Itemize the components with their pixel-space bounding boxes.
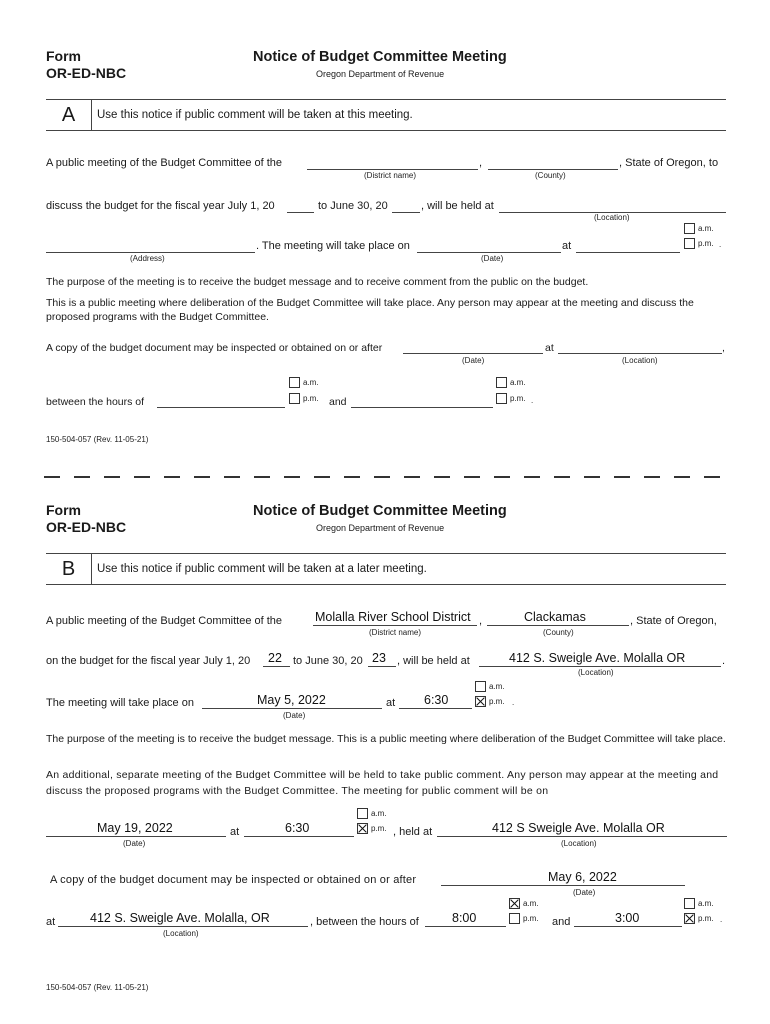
b-start-am-checkbox[interactable]	[509, 898, 520, 909]
b-comment-date-value[interactable]: May 19, 2022	[97, 821, 173, 835]
a-purpose-text: The purpose of the meeting is to receive the budget message and to receive comment from the public on the budget.	[46, 276, 589, 288]
section-instruction-b: Use this notice if public comment will be taken at a later meeting.	[97, 563, 427, 575]
a-public-meeting-text: This is a public meeting where deliberation of the Budget Committee will take place. Any person may appear at the meeting and discuss the proposed programs with the Budget Committee.	[46, 297, 694, 323]
a-fy-start-field[interactable]	[287, 212, 314, 213]
location-label: (Location)	[594, 213, 630, 222]
county-label: (County)	[535, 171, 566, 180]
a-date-field[interactable]	[417, 252, 561, 253]
b-meeting-time-value[interactable]: 6:30	[424, 693, 449, 707]
b-comment-location-value[interactable]: 412 S Sweigle Ave. Molalla OR	[492, 821, 665, 835]
a-copy-text: A copy of the budget document may be inspected or obtained on or after	[46, 342, 383, 354]
a-fy-end-field[interactable]	[392, 212, 420, 213]
a-address-field[interactable]	[46, 252, 255, 253]
b-fy-end-value[interactable]: 23	[372, 651, 386, 665]
section-letter-b: B	[46, 554, 92, 584]
b-end-pm-checkbox[interactable]	[684, 913, 695, 924]
b-comment-pm-checkbox[interactable]	[357, 823, 368, 834]
b-start-pm-checkbox[interactable]	[509, 913, 520, 924]
agency-name-b: Oregon Department of Revenue	[316, 523, 445, 533]
b-line1-text: A public meeting of the Budget Committee of the	[46, 615, 283, 627]
a-state-text: , State of Oregon, to	[619, 157, 719, 169]
b-fy-start-value[interactable]: 22	[268, 651, 282, 665]
a-end-time-field[interactable]	[351, 407, 493, 408]
b-line2-text: on the budget for the fiscal year July 1, 20	[46, 655, 251, 667]
form-id: OR-ED-NBC	[46, 65, 127, 81]
address-label: (Address)	[130, 254, 165, 263]
b-line3-text: The meeting will take place on	[46, 697, 194, 709]
form-title-b: Notice of Budget Committee Meeting	[253, 503, 507, 519]
form-label-b: Form	[46, 502, 81, 518]
b-meeting-date-value[interactable]: May 5, 2022	[257, 693, 326, 707]
date-label: (Date)	[481, 254, 504, 263]
section-a-header	[46, 99, 726, 131]
a-pm-checkbox[interactable]	[684, 238, 695, 249]
revision-a: 150-504-057 (Rev. 11-05-21)	[46, 435, 149, 444]
a-start-time-field[interactable]	[157, 407, 285, 408]
a-am-checkbox[interactable]	[684, 223, 695, 234]
a-end-am-checkbox[interactable]	[496, 377, 507, 388]
revision-b: 150-504-057 (Rev. 11-05-21)	[46, 983, 149, 992]
section-b-header	[46, 553, 726, 585]
b-copy-location-value[interactable]: 412 S. Sweigle Ave. Molalla, OR	[90, 911, 270, 925]
a-end-pm-checkbox[interactable]	[496, 393, 507, 404]
a-line1-text: A public meeting of the Budget Committee of the	[46, 157, 283, 169]
b-purpose-text: The purpose of the meeting is to receive the budget message. This is a public meeting where deliberation of the Budget Committee will take place.	[46, 733, 726, 745]
a-start-am-checkbox[interactable]	[289, 377, 300, 388]
form-label: Form	[46, 48, 81, 64]
district-name-label: (District name)	[364, 171, 417, 180]
form-id-b: OR-ED-NBC	[46, 519, 127, 535]
form-title: Notice of Budget Committee Meeting	[253, 49, 507, 65]
b-meeting-am-checkbox[interactable]	[475, 681, 486, 692]
b-start-time-value[interactable]: 8:00	[452, 911, 477, 925]
a-start-pm-checkbox[interactable]	[289, 393, 300, 404]
section-letter: A	[46, 100, 92, 130]
b-comment-am-checkbox[interactable]	[357, 808, 368, 819]
a-time-field[interactable]	[576, 252, 680, 253]
b-county-value[interactable]: Clackamas	[524, 610, 586, 624]
a-line2-text: discuss the budget for the fiscal year July 1, 20	[46, 200, 275, 212]
section-instruction: Use this notice if public comment will be taken at this meeting.	[97, 109, 413, 121]
b-comment-time-value[interactable]: 6:30	[285, 821, 310, 835]
b-state-text: , State of Oregon,	[630, 615, 717, 627]
b-district-value[interactable]: Molalla River School District	[315, 610, 471, 624]
a-between-text: between the hours of	[46, 396, 145, 408]
b-location-value[interactable]: 412 S. Sweigle Ave. Molalla OR	[509, 651, 686, 665]
b-end-am-checkbox[interactable]	[684, 898, 695, 909]
b-additional-text: An additional, separate meeting of the Budget Committee will be held to take public comment. Any person may appear at the meeting and discuss the proposed programs with the Budget Committee. The meeting for public comment will be on	[46, 769, 719, 797]
a-copy-date-field[interactable]	[403, 353, 543, 354]
b-copy-text: A copy of the budget document may be inspected or obtained on or after	[50, 874, 417, 886]
agency-name: Oregon Department of Revenue	[316, 69, 445, 79]
b-end-time-value[interactable]: 3:00	[615, 911, 640, 925]
a-district-field[interactable]	[307, 169, 478, 170]
b-copy-date-value[interactable]: May 6, 2022	[548, 870, 617, 884]
a-copy-location-field[interactable]	[558, 353, 722, 354]
a-county-field[interactable]	[488, 169, 618, 170]
b-meeting-pm-checkbox[interactable]	[475, 696, 486, 707]
